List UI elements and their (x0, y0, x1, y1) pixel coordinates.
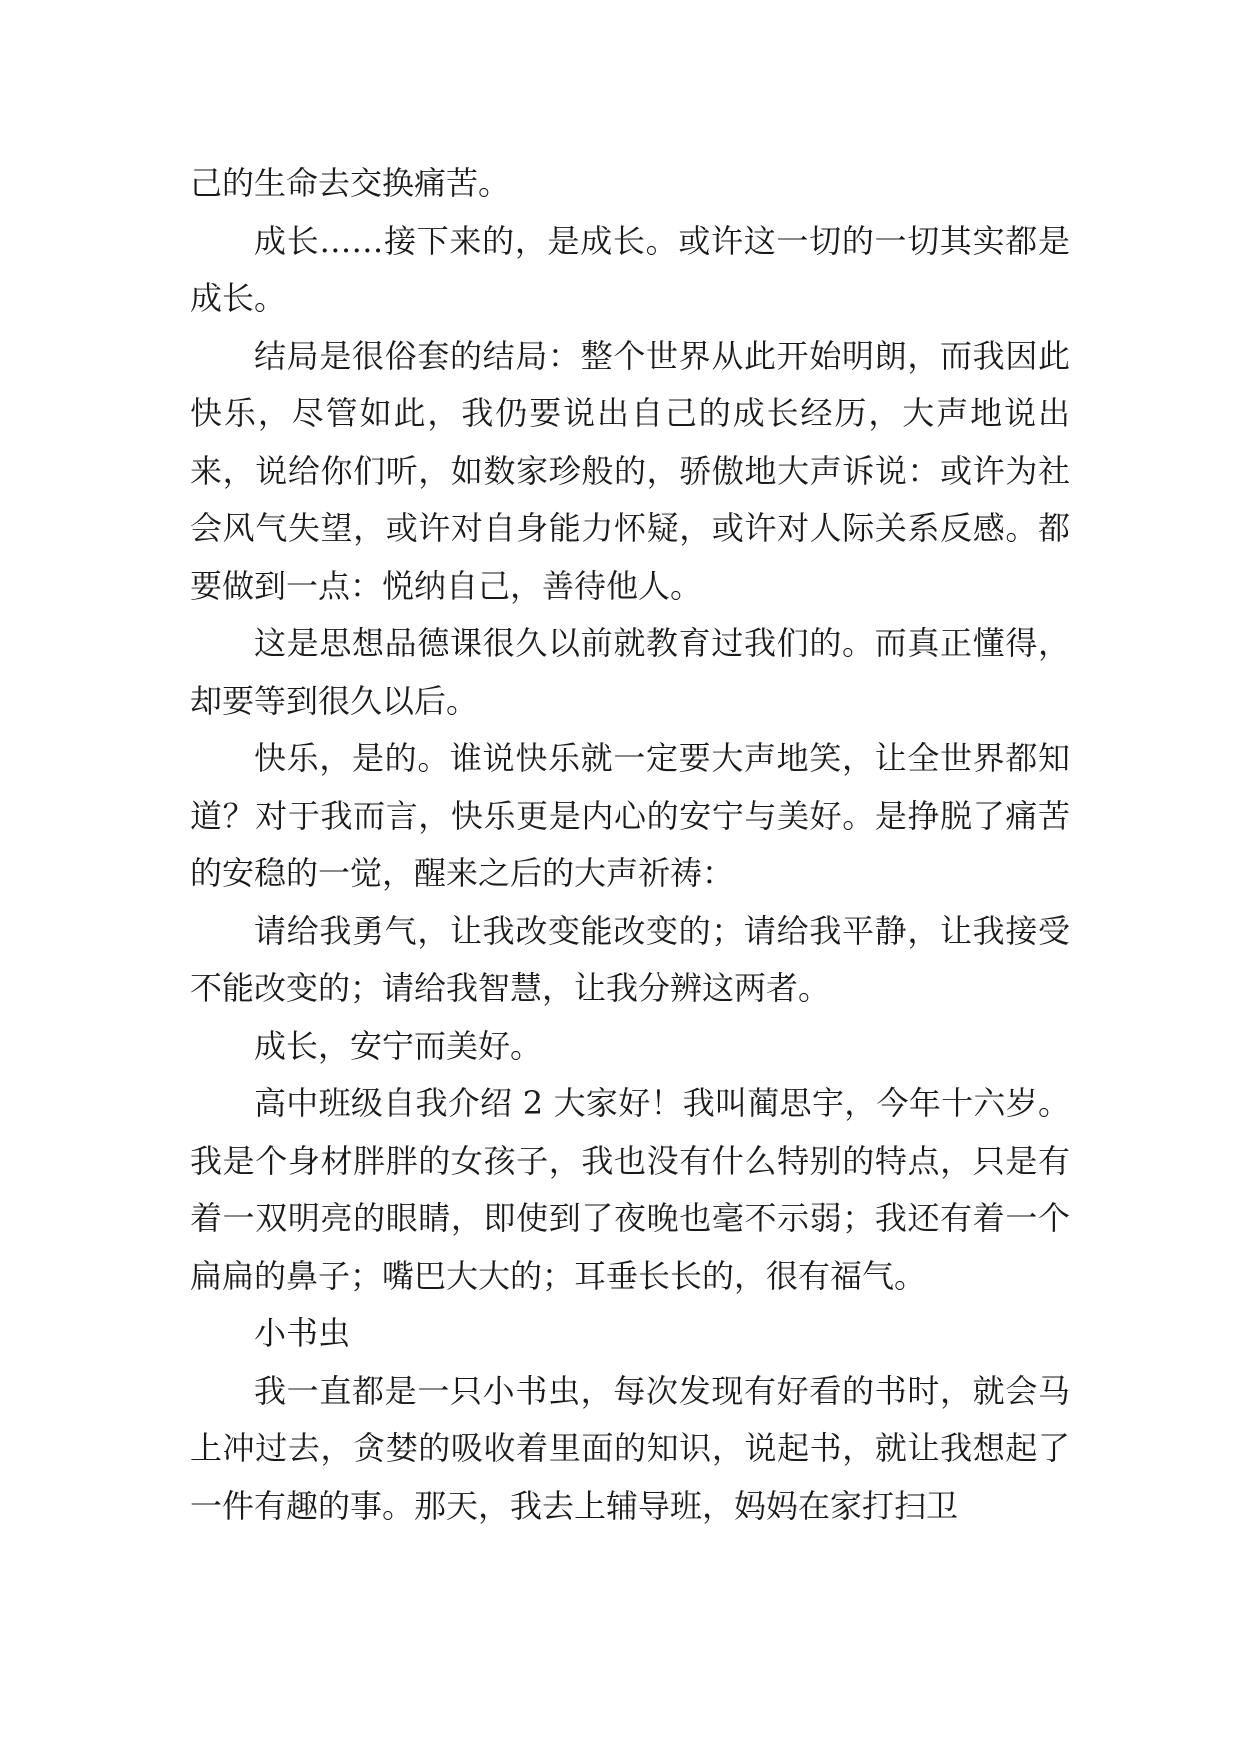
paragraph-1: 己的生命去交换痛苦。 (190, 164, 511, 202)
paragraph-2: 成长……接下来的，是成长。或许这一切的一切其实都是成长。 (190, 221, 1070, 317)
paragraph-7: 成长，安宁而美好。 (254, 1026, 543, 1065)
paragraph-4: 这是思想品德课很久以前就教育过我们的。而真正懂得，却要等到很久以后。 (190, 624, 1070, 720)
paragraph-6: 请给我勇气，让我改变能改变的；请给我平静，让我接受不能改变的；请给我智慧，让我分辨这两者。 (190, 911, 1070, 1007)
paragraph-5: 快乐，是的。谁说快乐就一定要大声地笑，让全世界都知道？对于我而言，快乐更是内心的安宁与美好。是挣脱了痛苦的安稳的一觉，醒来之后的大声祈祷： (190, 739, 1070, 892)
paragraph-8: 高中班级自我介绍 2 大家好！我叫蔺思宇，今年十六岁。我是个身材胖胖的女孩子，我也没有什么特别的特点，只是有着一双明亮的眼睛，即使到了夜晚也毫不示弱；我还有着一个扁扁的鼻子；嘴巴大大的；耳垂长长的，很有福气。 (190, 1084, 1070, 1295)
paragraph-3: 结局是很俗套的结局：整个世界从此开始明朗，而我因此快乐，尽管如此，我仍要说出自己的成长经历，大声地说出来，说给你们听，如数家珍般的，骄傲地大声诉说：或许为社会风气失望，或许对自身能力怀疑，或许对人际关系反感。都要做到一点：悦纳自己，善待他人。 (190, 336, 1070, 605)
paragraph-10: 我一直都是一只小书虫，每次发现有好看的书时，就会马上冲过去，贪婪的吸收着里面的知识，说起书，就让我想起了一件有趣的事。那天，我去上辅导班，妈妈在家打扫卫 (190, 1371, 1070, 1525)
section-heading: 小书虫 (254, 1314, 351, 1352)
document-body (190, 155, 1070, 1535)
